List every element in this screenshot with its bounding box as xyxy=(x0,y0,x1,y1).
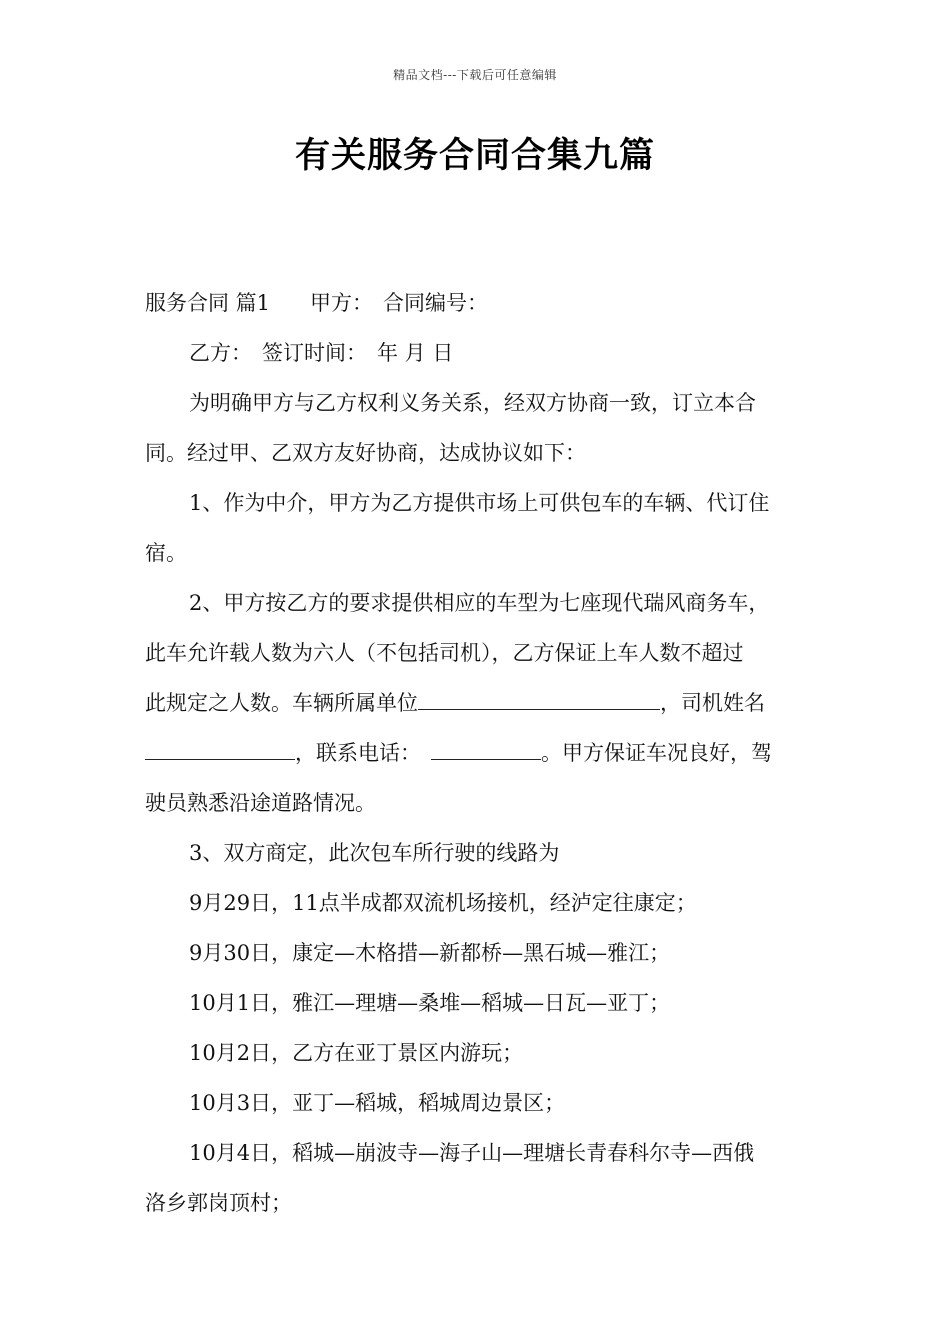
party-b-line xyxy=(145,328,805,378)
date-placeholder: 年 月 日 xyxy=(377,341,454,365)
paragraph-line: 此车允许载人数为六人（不包括司机），乙方保证上车人数不超过 xyxy=(145,641,744,665)
paragraph-line: 为明确甲方与乙方权利义务关系，经双方协商一致，订立本合 xyxy=(189,391,756,415)
route-item: 10月2日，乙方在亚丁景区内游玩； xyxy=(189,1041,524,1065)
header-note: 精品文档---下载后可任意编辑 xyxy=(393,68,557,82)
party-b-label: 乙方： xyxy=(189,341,252,365)
paragraph-line: 3、双方商定，此次包车所行驶的线路为 xyxy=(189,841,560,865)
driver-name-blank[interactable] xyxy=(145,743,295,760)
sign-time-label: 签订时间： xyxy=(262,341,367,365)
contract-heading: 服务合同 篇1 xyxy=(145,291,271,315)
route-item: 9月30日，康定—木格措—新都桥—黑石城—雅江； xyxy=(189,941,671,965)
phone-blank[interactable] xyxy=(431,743,541,760)
party-a-label: 甲方： xyxy=(310,291,374,315)
contract-number-label: 合同编号： xyxy=(383,291,489,315)
route-item: 10月4日，稻城—崩波寺—海子山—理塘长青春科尔寺—西俄 xyxy=(189,1141,755,1165)
route-item: 10月3日，亚丁—稻城，稻城周边景区； xyxy=(189,1091,566,1115)
route-item: 9月29日，11点半成都双流机场接机，经泸定往康定； xyxy=(189,891,697,915)
document-body xyxy=(145,278,805,1228)
paragraph-line: 1、作为中介，甲方为乙方提供市场上可供包车的车辆、代订住 xyxy=(189,491,770,515)
route-item-continued: 洛乡郭岗顶村； xyxy=(145,1191,292,1215)
paragraph-line: 2、甲方按乙方的要求提供相应的车型为七座现代瑞风商务车， xyxy=(189,591,770,615)
route-item: 10月1日，雅江—理塘—桑堆—稻城—日瓦—亚丁； xyxy=(189,991,671,1015)
vehicle-guarantee-text: 。甲方保证车况良好，驾 xyxy=(541,741,772,765)
document-title: 有关服务合同合集九篇 xyxy=(294,136,655,176)
vehicle-unit-line xyxy=(145,678,805,728)
paragraph-line: 驶员熟悉沿途道路情况。 xyxy=(145,791,376,815)
phone-label: ，联系电话： xyxy=(295,741,421,765)
contract-heading-line xyxy=(145,278,805,328)
paragraph-line: 宿。 xyxy=(145,541,187,565)
vehicle-unit-blank[interactable] xyxy=(418,693,660,710)
phone-line xyxy=(145,728,805,778)
vehicle-unit-label: 此规定之人数。车辆所属单位 xyxy=(145,691,418,715)
paragraph-line: 同。经过甲、乙双方友好协商，达成协议如下： xyxy=(145,441,586,465)
driver-name-label: ，司机姓名 xyxy=(660,691,765,715)
